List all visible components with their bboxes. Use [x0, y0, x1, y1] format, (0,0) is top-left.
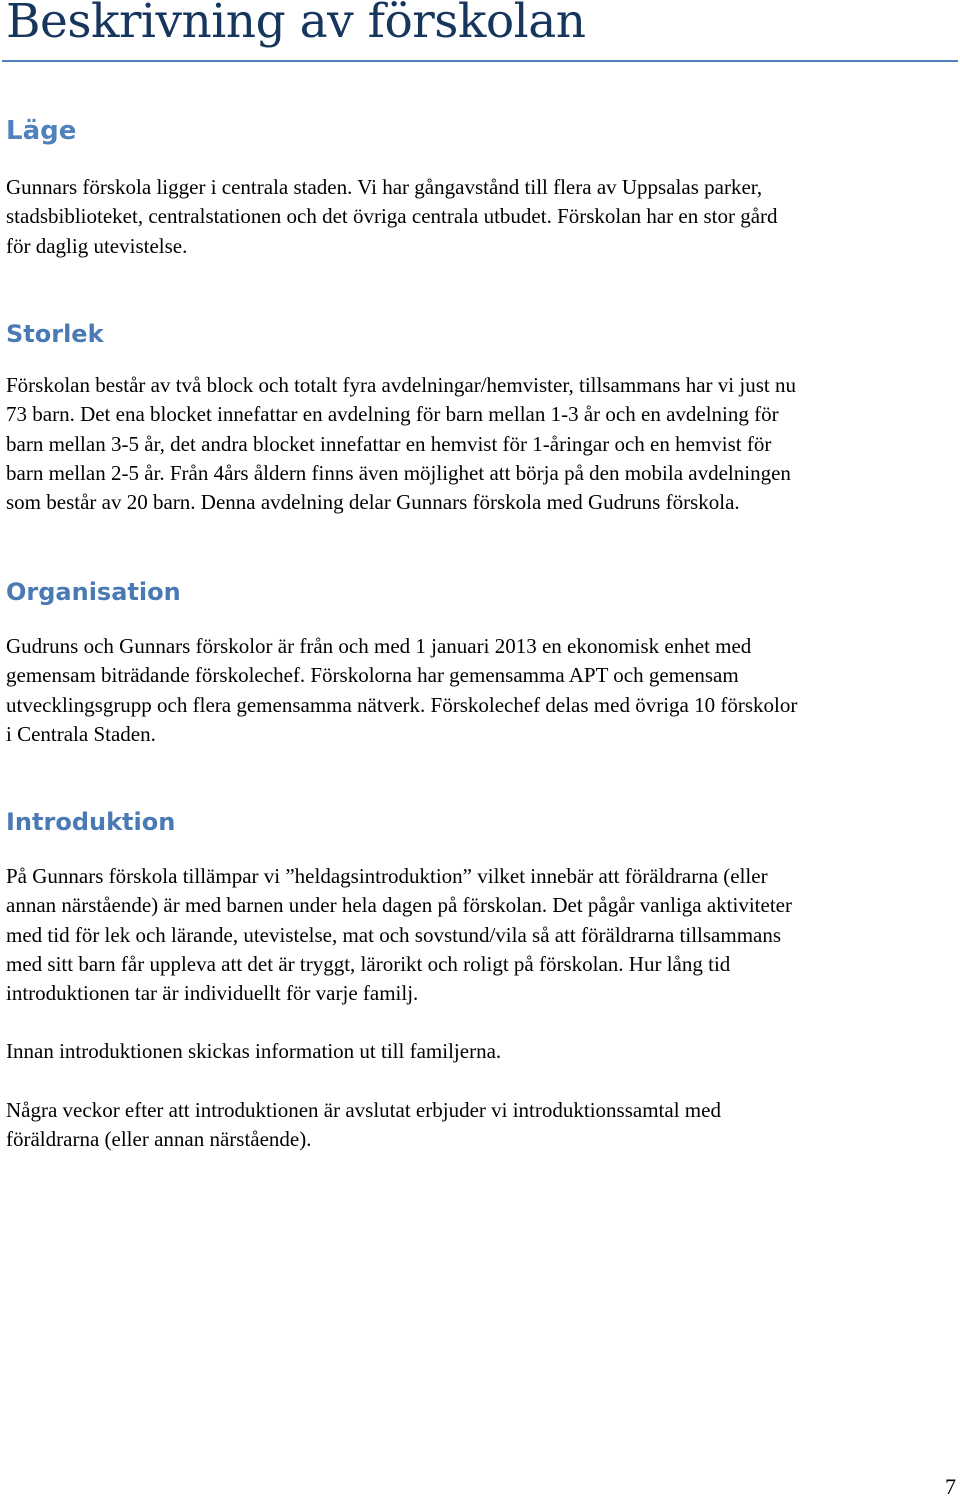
section-heading: Organisation — [6, 578, 181, 606]
text-line: Gunnars förskola ligger i centrala staden. Vi har gångavstånd till flera av Uppsalas parker, — [6, 175, 763, 199]
text-line: i Centrala Staden. — [6, 721, 156, 746]
title-divider — [2, 60, 958, 62]
section-heading: Introduktion — [6, 808, 176, 836]
text-line: för daglig utevistelse. — [6, 233, 188, 258]
text-line: Innan introduktionen skickas information ut till familjerna. — [6, 1039, 502, 1064]
text-line: Förskolan består av två block och totalt fyra avdelningar/hemvister, tillsammans har vi just nu — [6, 373, 796, 397]
page-title: Beskrivning av förskolan — [6, 0, 586, 49]
text-line: med sitt barn får uppleva att det är tryggt, lärorikt och roligt på förskolan. Hur lång tid — [6, 951, 731, 976]
text-line: 73 barn. Det ena blocket innefattar en avdelning för barn mellan 1-3 år och en avdelning för — [6, 402, 779, 427]
text-line: utvecklingsgrupp och flera gemensamma nätverk. Förskolechef delas med övriga 10 förskolor — [6, 692, 798, 717]
paragraph — [6, 862, 954, 1008]
text-line: som består av 20 barn. Denna avdelning delar Gunnars förskola med Gudruns förskola. — [6, 490, 740, 515]
text-line: På Gunnars förskola tillämpar vi ”heldagsintroduktion” vilket innebär att föräldrarna (eller — [6, 864, 768, 888]
text-line: gemensam biträdande förskolechef. Förskolorna har gemensamma APT och gemensam — [6, 663, 739, 688]
paragraph — [6, 632, 954, 749]
text-line: stadsbiblioteket, centralstationen och det övriga centrala utbudet. Förskolan har en stor gård — [6, 204, 778, 229]
paragraph — [6, 1096, 954, 1155]
text-line: Gudruns och Gunnars förskolor är från och med 1 januari 2013 en ekonomisk enhet med — [6, 634, 752, 658]
paragraph — [6, 1037, 954, 1066]
paragraph — [6, 371, 954, 517]
paragraph — [6, 173, 954, 261]
section-introduktion — [6, 808, 954, 1154]
section-lage — [6, 116, 954, 261]
section-heading: Storlek — [6, 320, 104, 348]
section-heading: Läge — [6, 116, 77, 146]
section-organisation — [6, 578, 954, 749]
text-line: med tid för lek och lärande, utevistelse, mat och sovstund/vila så att föräldrarna tillsammans — [6, 922, 782, 947]
text-line: föräldrarna (eller annan närstående). — [6, 1127, 312, 1152]
section-storlek — [6, 320, 954, 517]
text-line: annan närstående) är med barnen under hela dagen på förskolan. Det pågår vanliga aktiviteter — [6, 893, 792, 918]
text-line: barn mellan 3-5 år, det andra blocket innefattar en hemvist för 1-åringar och en hemvist för — [6, 431, 772, 456]
text-line: introduktionen tar är individuellt för varje familj. — [6, 981, 419, 1006]
page-number: 7 — [945, 1474, 956, 1499]
text-line: Några veckor efter att introduktionen är avslutat erbjuder vi introduktionssamtal med — [6, 1097, 721, 1122]
text-line: barn mellan 2-5 år. Från 4års åldern finns även möjlighet att börja på den mobila avdelningen — [6, 460, 791, 485]
